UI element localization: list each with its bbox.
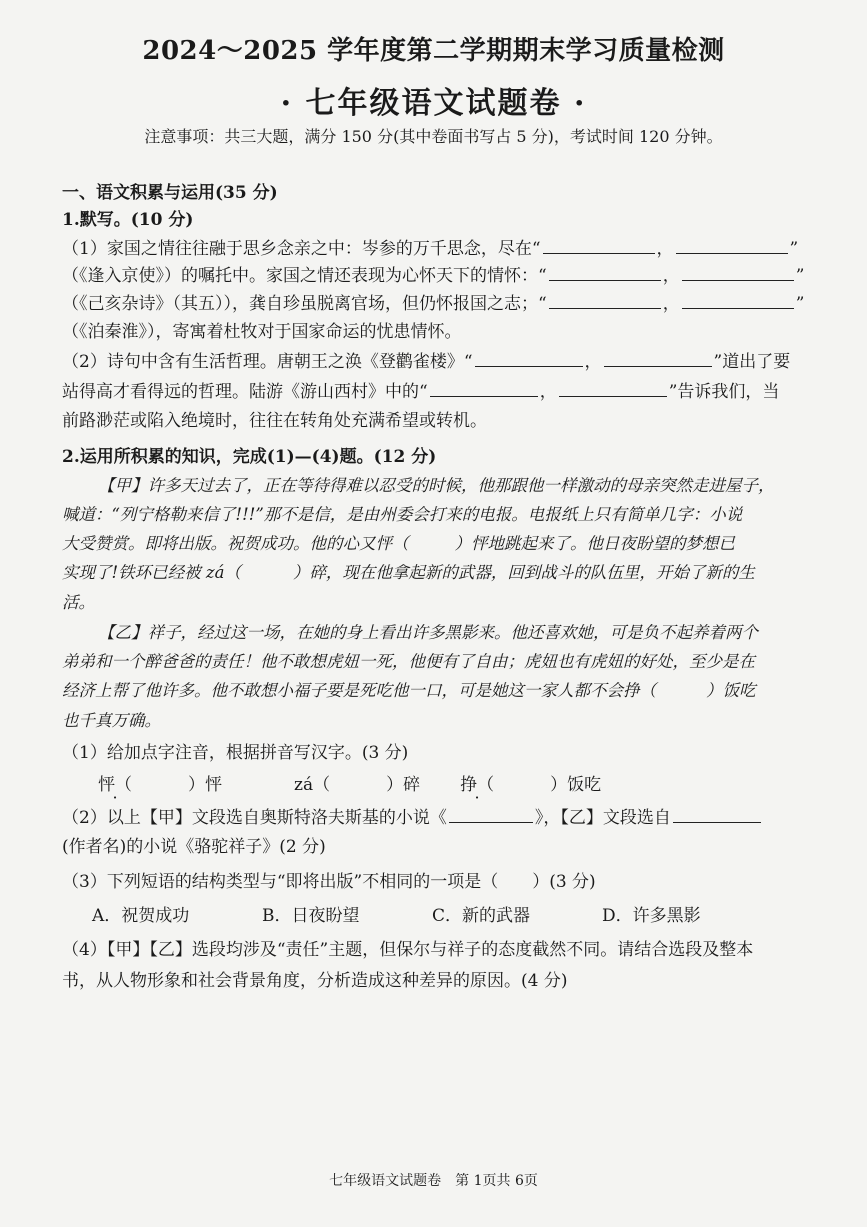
q1-part1-line2: （《逢入京使》）的嘱托中。家国之情还表现为心怀天下的情怀：“ ， ” (62, 266, 805, 286)
q1-part1-line3: （《己亥杂诗》（其五）），龚自珍虽脱离官场，但仍怀报国之志；“ ， ” (62, 294, 805, 314)
answer-blank[interactable] (673, 806, 761, 823)
passage-jia-line2: 喊道：“列宁格勒来信了!!!”那不是信，是由州委会打来的电报。电报纸上只有简单几字：小说 (62, 505, 743, 524)
passage-yi-line2: 弟弟和一个醉爸爸的责任！他不敢想虎妞一死，他便有了自由；虎妞也有虎妞的好处，至少是在 (62, 652, 755, 671)
section-heading: 一、语文积累与运用(35 分) (62, 183, 278, 203)
q1-part2-line1: （2）诗句中含有生活哲理。唐朝王之涣《登鹳雀楼》“ ， ”道出了要 (62, 352, 791, 372)
question-1-title: 1.默写。(10 分) (62, 210, 194, 230)
answer-blank[interactable] (549, 264, 661, 281)
q2-sub2-line2: (作者名)的小说《骆驼祥子》(2 分) (62, 837, 326, 857)
answer-blank[interactable] (430, 380, 538, 397)
q2-sub1-items: 怦（ · ）怦 zá（ ）碎 挣（ · ）饭吃 (98, 774, 848, 796)
q2-sub1-title: （1）给加点字注音，根据拼音写汉字。(3 分) (62, 743, 409, 763)
answer-blank[interactable] (682, 264, 794, 281)
answer-blank[interactable] (549, 292, 661, 309)
answer-blank[interactable] (559, 380, 667, 397)
passage-yi-line1: 【乙】祥子，经过这一场，在她的身上看出许多黑影来。他还喜欢她，可是负不起养着两个 (98, 623, 758, 642)
answer-blank[interactable] (449, 806, 533, 823)
passage-jia-line5: 活。 (62, 593, 95, 612)
q2-sub3-options (92, 905, 842, 927)
q1-part2-line3: 前路渺茫或陷入绝境时，往往在转角处充满希望或转机。 (62, 411, 487, 431)
option-d[interactable]: D．许多黑影 (602, 906, 701, 926)
option-c[interactable]: C．新的武器 (432, 906, 531, 926)
answer-blank[interactable] (475, 350, 583, 367)
passage-jia-line4: 实现了!铁环已经被 zá（ ）碎，现在他拿起新的武器，回到战斗的队伍里，开始了新的生 (62, 563, 755, 582)
option-b[interactable]: B．日夜盼望 (262, 906, 360, 926)
passage-jia-line1: 【甲】许多天过去了，正在等待得难以忍受的时候，他那跟他一样激动的母亲突然走进屋子， (98, 476, 775, 495)
answer-blank[interactable] (676, 237, 788, 254)
option-a[interactable]: A．祝贺成功 (92, 906, 190, 926)
passage-jia-line3: 大受赞赏。即将出版。祝贺成功。他的心又怦（ ）怦地跳起来了。他日夜盼望的梦想已 (62, 534, 735, 553)
exam-notice: 注意事项：共三大题，满分 150 分(其中卷面书写占 5 分)，考试时间 120 分钟。 (144, 127, 723, 146)
q2-sub3: （3）下列短语的结构类型与“即将出版”不相同的一项是（ ）(3 分) (62, 872, 596, 892)
q2-sub2-line1: （2）以上【甲】文段选自奥斯特洛夫斯基的小说《 》，【乙】文段选自 (62, 806, 812, 829)
answer-blank[interactable] (682, 292, 794, 309)
q1-part1-line1: （1）家国之情往往融于思乡念亲之中：岑参的万千思念，尽在“ ， ” (62, 239, 799, 259)
q1-part1-line4: （《泊秦淮》），寄寓着杜牧对于国家命运的忧患情怀。 (62, 322, 462, 342)
q2-sub4-line1: （4）【甲】【乙】选段均涉及“责任”主题，但保尔与祥子的态度截然不同。请结合选段及整本 (62, 940, 754, 960)
exam-title: 2024～2025 学年度第二学期期末学习质量检测 (142, 36, 725, 66)
q2-sub4-line2: 书，从人物形象和社会背景角度，分析造成这种差异的原因。(4 分) (62, 971, 568, 991)
answer-blank[interactable] (604, 350, 712, 367)
passage-yi-line4: 也千真万确。 (62, 711, 161, 730)
answer-blank[interactable] (543, 237, 655, 254)
page-footer: 七年级语文试题卷 第 1页共 6页 (329, 1173, 538, 1189)
q1-part2-line2: 站得高才看得远的哲理。陆游《游山西村》中的“ ， ”告诉我们，当 (62, 382, 780, 402)
passage-yi-line3: 经济上帮了他许多。他不敢想小福子要是死吃他一口，可是她这一家人都不会挣（ ）饭吃 (62, 681, 756, 700)
question-2-title: 2.运用所积累的知识，完成(1)—(4)题。(12 分) (62, 447, 437, 467)
exam-subtitle: · 七年级语文试题卷 · (280, 86, 587, 121)
